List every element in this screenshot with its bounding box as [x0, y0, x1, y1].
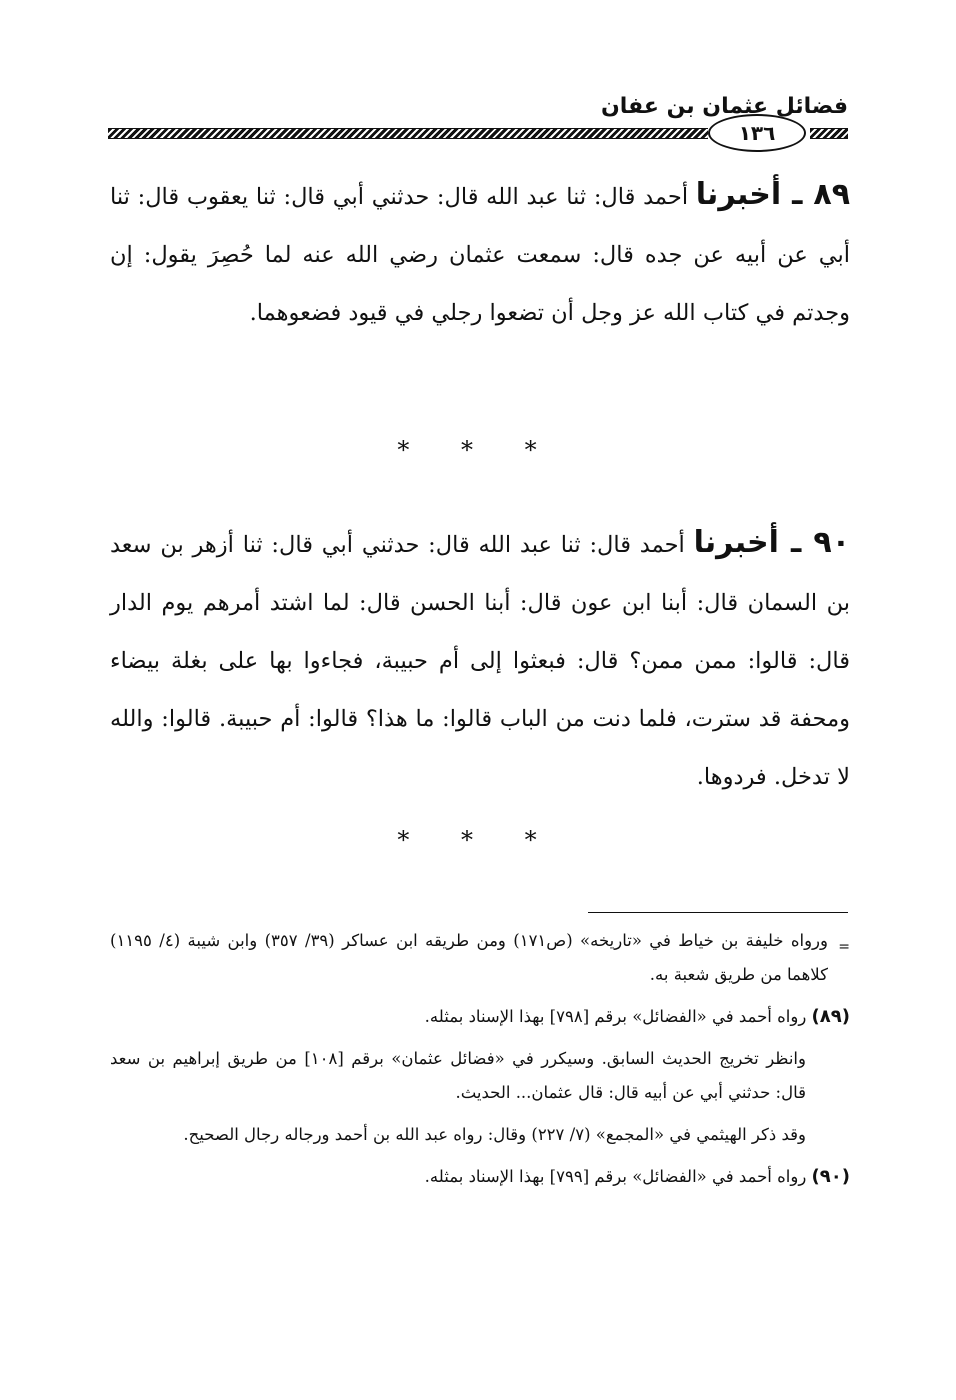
page-number: ١٣٦: [708, 114, 806, 152]
page-header: [108, 92, 848, 152]
hadith-89-lead: ٨٩ ـ أخبرنا: [695, 177, 851, 212]
hadith-89-text: أحمد قال: ثنا عبد الله قال: حدثني أبي قال: ثنا يعقوب قال: ثنا أبي عن أبيه عن جده قال: سمعت عثمان رضي الله عنه لما حُصِرَ يقول: إن وجدتم في كتاب الله عز وجل أن تضعوا رجلي في قيود فضعوهما.: [110, 184, 850, 326]
hadith-89: [110, 166, 850, 342]
hadith-90-lead: ٩٠ ـ أخبرنا: [693, 525, 851, 560]
footnote-89: [110, 1000, 850, 1034]
footnotes: [110, 924, 850, 1202]
hadith-90-text: أحمد قال: ثنا عبد الله قال: حدثني أبي قال: ثنا أزهر بن سعد بن السمان قال: أبنا ابن عون قال: أبنا الحسن قال: لما اشتد أمرهم يوم الدار قال: قالوا: ممن ممن؟ قال: فبعثوا إلى أم حبيبة، فجاءوا بها على بغلة بيضاء ومحفة قد سترت، فلما دنت من الباب قالوا: ما هذا؟ قالوا: أم حبيبة. قالوا: والله لا تدخل. فردوها.: [110, 532, 850, 790]
hadith-90: [110, 514, 850, 806]
header-rule-right: [810, 128, 848, 139]
running-title: فضائل عثمان بن عفان: [601, 94, 848, 119]
footnote-89-paragraph-2: وانظر تخريج الحديث السابق. وسيكرر في «فضائل عثمان» برقم [١٠٨] من طريق إبراهيم بن سعد قال: حدثني أبي عن أبيه قال: قال عثمان... الحديث.: [110, 1049, 806, 1102]
footnote-89-text: رواه أحمد في «الفضائل» برقم [٧٩٨] بهذا الإسناد بمثله.: [424, 1007, 807, 1026]
footnote-continuation: [110, 924, 850, 992]
footnote-rule: [588, 912, 848, 913]
section-separator: * * *: [397, 826, 559, 854]
continuation-mark: =: [838, 939, 850, 955]
footnote-90-text: رواه أحمد في «الفضائل» برقم [٧٩٩] بهذا الإسناد بمثله.: [424, 1167, 807, 1186]
continuation-text: ورواه خليفة بن خياط في «تاريخه» (ص١٧١) ومن طريقه ابن عساكر (٣٩/ ٣٥٧) وابن شيبة (٤/ ١١٩٥) كلاهما من طريق شعبة به.: [110, 931, 828, 984]
header-rule: [108, 128, 708, 139]
footnote-90-number: (٩٠): [811, 1166, 850, 1187]
footnote-90: [110, 1160, 850, 1194]
footnote-89-number: (٨٩): [811, 1006, 850, 1027]
footnote-89-paragraph-3: وقد ذكر الهيثمي في «المجمع» (٧/ ٢٢٧) وقال: رواه عبد الله بن أحمد ورجاله رجال الصحيح.: [183, 1125, 806, 1144]
section-separator: * * *: [397, 436, 559, 464]
